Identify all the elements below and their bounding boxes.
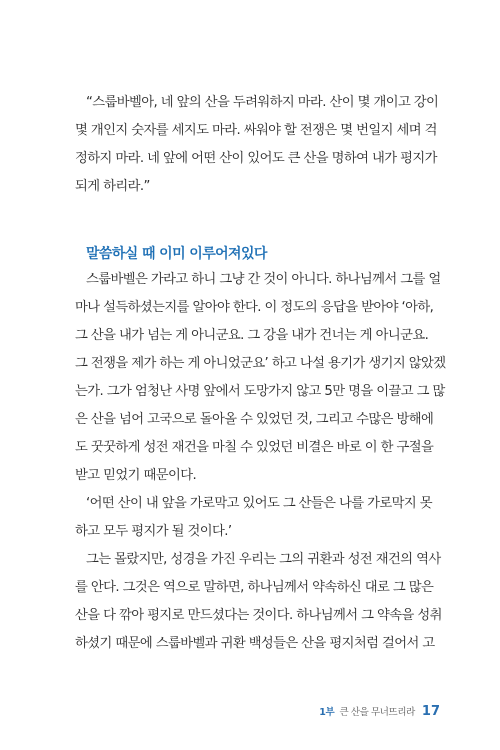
quote-block — [75, 89, 447, 201]
paragraph-line: 그는 몰랐지만, 성경을 가진 우리는 그의 귀환과 성전 재건의 역사 — [86, 552, 441, 567]
paragraph-line: 그 전쟁을 제가 하는 게 아니었군요’ 하고 나설 용기가 생기지 않았겠 — [75, 356, 446, 371]
paragraph-line: 받고 믿었기 때문이다. — [75, 468, 197, 483]
page-number: 17 — [421, 704, 440, 719]
paragraph-line: 하고 모두 평지가 될 것이다.’ — [75, 524, 232, 539]
quote-line: 몇 개인지 숫자를 세지도 마라. 싸워야 할 전쟁은 몇 번일지 세며 걱 — [75, 123, 437, 138]
paragraph-line: 하셨기 때문에 스룹바벨과 귀환 백성들은 산을 평지처럼 걸어서 고 — [75, 636, 435, 651]
quote-line: “스룹바벨아, 네 앞의 산을 두려워하지 마라. 산이 몇 개이고 강이 — [86, 95, 439, 110]
section-heading: 말씀하실 때 이미 이루어져있다 — [86, 246, 267, 262]
paragraph-line: 도 꿋꿋하게 성전 재건을 마칠 수 있었던 비결은 바로 이 한 구절을 — [75, 440, 434, 455]
quote-line: 정하지 마라. 네 앞에 어떤 산이 있어도 큰 산을 명하여 내가 평지가 — [75, 151, 437, 166]
page-footer — [319, 704, 440, 719]
paragraph-line: 그 산을 내가 넘는 게 아니군요. 그 강을 내가 건너는 게 아니군요. — [75, 328, 429, 343]
paragraph-line: 산을 다 깎아 평지로 만드셨다는 것이다. 하나님께서 그 약속을 성취 — [75, 608, 442, 623]
paragraph-line: 를 안다. 그것은 역으로 말하면, 하나님께서 약속하신 대로 그 많은 — [75, 580, 434, 595]
paragraph-line: ‘어떤 산이 내 앞을 가로막고 있어도 그 산들은 나를 가로막지 못 — [86, 496, 433, 511]
footer-part-label: 1부 — [319, 707, 335, 718]
paragraph-line: 스룹바벨은 가라고 하니 그냥 간 것이 아니다. 하나님께서 그를 얼 — [86, 272, 441, 287]
quote-line: 되게 하리라.” — [75, 179, 150, 194]
body-text — [75, 266, 447, 658]
paragraph-line: 은 산을 넘어 고국으로 돌아올 수 있었던 것, 그리고 수많은 방해에 — [75, 412, 434, 427]
footer-chapter-title: 큰 산을 무너뜨리라 — [339, 707, 415, 718]
paragraph-line: 마나 설득하셨는지를 알아야 한다. 이 정도의 응답을 받아야 ‘아하, — [75, 300, 434, 315]
paragraph-line: 는가. 그가 엄청난 사명 앞에서 도망가지 않고 5만 명을 이끌고 그 많 — [75, 384, 445, 399]
